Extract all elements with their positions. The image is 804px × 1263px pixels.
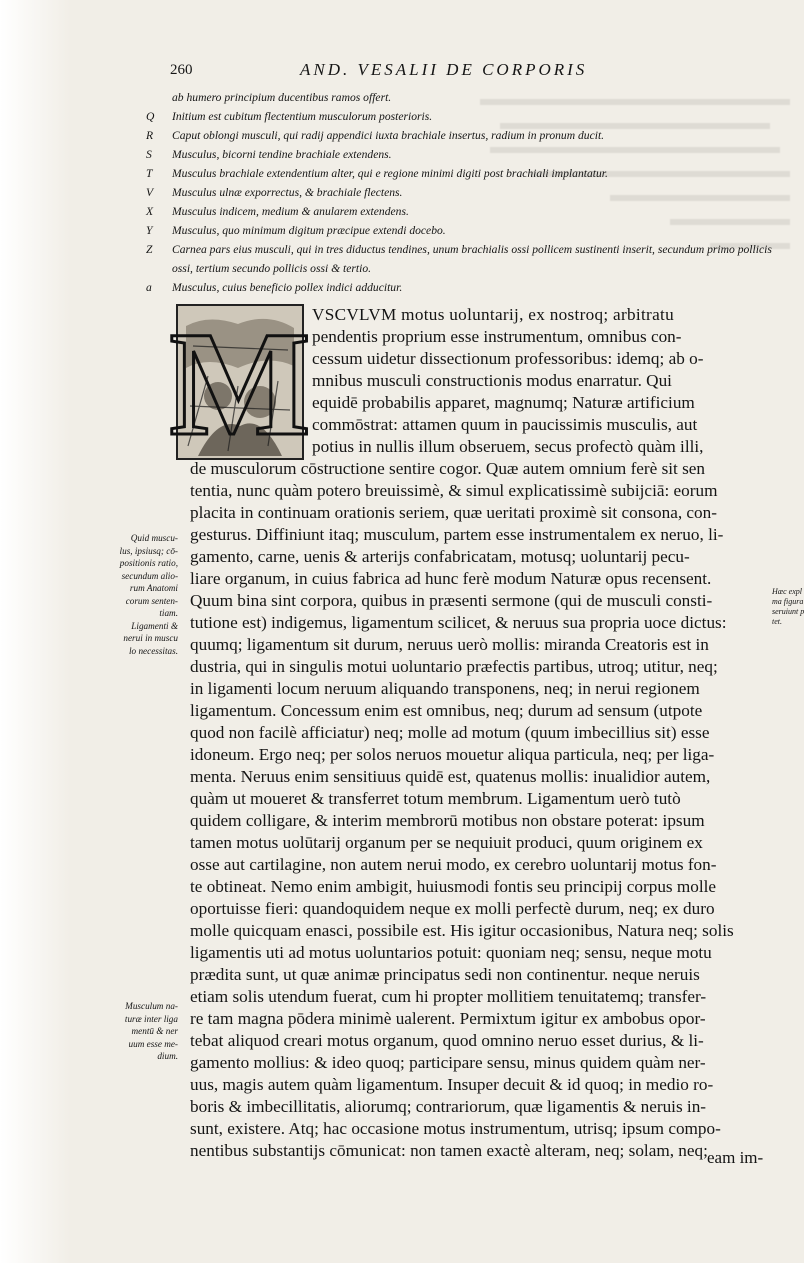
text-line: te obtineat. Nemo enim ambigit, huiusmodi fontis seu principij corpus molle (190, 877, 717, 896)
text-line: dustria, qui in singulis motui uoluntario præfectis partibus, utroq; utitur, neq; (190, 657, 718, 676)
text-line: gesturus. Diffiniunt itaq; musculum, partem esse instrumentalem ex neruo, li- (190, 525, 724, 544)
marginal-note-right (772, 587, 802, 627)
text-line: quod non facilè afficiatur) neq; molle ad motum (quum imbecillius sit) esse (190, 723, 710, 742)
text-line: Quum bina sint corpora, quibus in præsenti sermone (qui de musculi consti- (190, 591, 713, 610)
legend-row: Z Carnea pars eius musculi, qui in tres diductus tendines, unum brachialis ossi pollicem sustinenti inserit, secundum primo pollicis ossi, tertium secundo pollicis ossi & tertio. (146, 243, 772, 275)
text-line: pendentis proprium esse instrumentum, omnibus con- (312, 327, 682, 346)
text-line: boris & imbecillitatis, aliorumq; contrariorum, quæ ligamentis & neruis in- (190, 1097, 707, 1116)
text-line: VSCVLVM motus uoluntarij, ex nostroq; arbitratu (312, 305, 674, 324)
text-line: gamento mollius: & ideo quoq; participare sensu, minus quidem quàm ner- (190, 1053, 706, 1072)
body-text (190, 304, 770, 1162)
text-line: placita in continuam orationis seriem, quæ ueritati proximè sit consona, con- (190, 503, 717, 522)
marginal-line: lo necessitas. (129, 645, 178, 656)
text-line: tentia, nunc quàm potero breuissimè, & simul explicatissimè subijciā: eorum (190, 481, 718, 500)
text-line: molle quicquam enasci, possibile est. His igitur occasionibus, Natura neq; solis (190, 921, 734, 940)
text-line: ligamentis uti ad motus uoluntarios potuit: quoniam neq; sensu, neque motu (190, 943, 712, 962)
legend-intro: ab humero principium ducentibus ramos offert. (172, 91, 392, 104)
text-line: de musculorum cōstructione sentire cogor. Quæ autem omnium ferè sit sen (190, 459, 706, 478)
marginal-line: seruiunt p (772, 607, 804, 616)
marginal-line: tiam. (159, 608, 178, 618)
text-line: quàm ut moueret & transferret totum membrum. Ligamentum uerò tutò (190, 789, 681, 808)
text-line: cessum uidetur dissectionum professoribus: idemq; ab o- (312, 349, 704, 368)
legend-row: S Musculus, bicorni tendine brachiale extendens. (146, 148, 392, 161)
running-title: AND. VESALII DE CORPORIS (300, 60, 588, 79)
legend-row: T Musculus brachiale extendentium alter, qui e regione minimi digiti post brachiali implantatur. (146, 167, 608, 180)
marginal-line: rum Anatomi (129, 583, 178, 593)
legend-row: Y Musculus, quo minimum digitum præcipue extendi docebo. (146, 224, 446, 237)
text-line: quumq; ligamentum sit durum, neruus uerò mollis: miranda Creatoris est in (190, 635, 709, 654)
marginal-line: positionis ratio, (119, 558, 178, 568)
marginal-line: uum esse me- (128, 1038, 178, 1049)
text-line: potius in nullis illum obseruem, secus profectò quàm illi, (312, 437, 704, 456)
text-line: prædita sunt, ut quæ animæ principatus sedi non continentur. neque neruis (190, 965, 700, 984)
marginal-line: ma figura (772, 597, 804, 606)
figure-legend (146, 88, 786, 297)
initial-letter: M (169, 301, 311, 467)
text-line: osse aut cartilagine, non autem nerui modo, ex cerebro uoluntarij motus fon- (190, 855, 717, 874)
text-line: gamento, carne, uenis & arterijs confabricatam, motusq; uoluntarij pecu- (190, 547, 690, 566)
text-line: ligamentum. Concessum enim est omnibus, neq; durum ad sensum (utpote (190, 701, 703, 720)
text-line: etiam solis utendum fuerat, cum hi propter mollitiem tenuitatemq; transfer- (190, 987, 707, 1006)
text-line: re tam magna pōdera minimè ualerent. Permixtum igitur ex ambobus opor- (190, 1009, 706, 1028)
text-line: tutione est) indigemus, ligamentum scilicet, & neruus sua propria uoce dictus: (190, 613, 727, 632)
marginal-line: Quid muscu- (130, 533, 178, 543)
marginal-line: Musculum na- (125, 1001, 178, 1011)
marginal-line: lus, ipsiusq; cō- (119, 545, 178, 556)
marginal-line: Hæc expl (772, 587, 802, 596)
marginal-line: secundum alio- (121, 570, 178, 581)
text-line: nentibus substantijs cōmunicat: non tamen exactè alteram, neq; solam, neq; (190, 1141, 708, 1160)
catchword: eam im- (707, 1148, 764, 1167)
legend-row: V Musculus ulnæ exporrectus, & brachiale flectens. (146, 186, 403, 199)
page-number: 260 (170, 62, 193, 78)
text-line: oportuisse fieri: quandoquidem neque ex molli perfectè durum, neq; ex duro (190, 899, 715, 918)
text-line: liare organum, in cuius fabrica ad hunc ferè modum Naturæ opus recensent. (190, 569, 712, 588)
marginal-note-1 (100, 532, 178, 657)
text-line: mnibus musculi constructionis modus enarratur. Qui (312, 371, 672, 390)
marginal-line: nerui in muscu (123, 633, 178, 643)
text-line: tamen motus uolūtarij organum per se nequiuit produci, quum originem ex (190, 833, 703, 852)
legend-row: R Caput oblongi musculi, qui radij appendici iuxta brachiale insertus, radium in pronum ducit. (146, 129, 605, 142)
text-line: menta. Neruus enim sensitiuus quidē est, quatenus mollis: inualidior autem, (190, 767, 711, 786)
text-line: commōstrat: attamen quum in paucissimis musculis, aut (312, 415, 698, 434)
legend-row: a Musculus, cuius beneficio pollex indici adducitur. (146, 281, 403, 294)
marginal-line: mentū & ner (131, 1026, 178, 1036)
legend-row: X Musculus indicem, medium & anularem extendens. (146, 205, 409, 218)
legend-row: Q Initium est cubitum flectentium musculorum posterioris. (146, 110, 433, 123)
text-line: equidē probabilis apparet, magnumq; Naturæ artificium (312, 393, 695, 412)
marginal-line: corum senten- (125, 595, 178, 606)
text-line: idoneum. Ergo neq; per solos neruos mouetur aliqua particula, neq; per liga- (190, 745, 715, 764)
marginal-note-2 (100, 1000, 178, 1063)
text-line: quidem colligare, & interim membrorū motibus non obstare poterat: ipsum (190, 811, 705, 830)
text-line: tebat aliquod creari motus organum, quod omnino neruo esset durius, & li- (190, 1031, 704, 1050)
page-gutter (0, 0, 70, 1263)
marginal-line: turæ inter liga (124, 1013, 178, 1024)
marginal-line: Ligamenti & (131, 620, 178, 631)
text-line: in ligamenti locum neruum aliquando transponens, neq; in nerui regionem (190, 679, 700, 698)
text-line: uus, magis autem quàm ligamentum. Insuper decuit & id quoq; in medio ro- (190, 1075, 714, 1094)
marginal-line: dium. (157, 1051, 178, 1061)
marginal-line: tet. (772, 617, 782, 626)
text-line: sunt, existere. Atq; hac occasione motus instrumentum, utrisq; ipsum compo- (190, 1119, 721, 1138)
